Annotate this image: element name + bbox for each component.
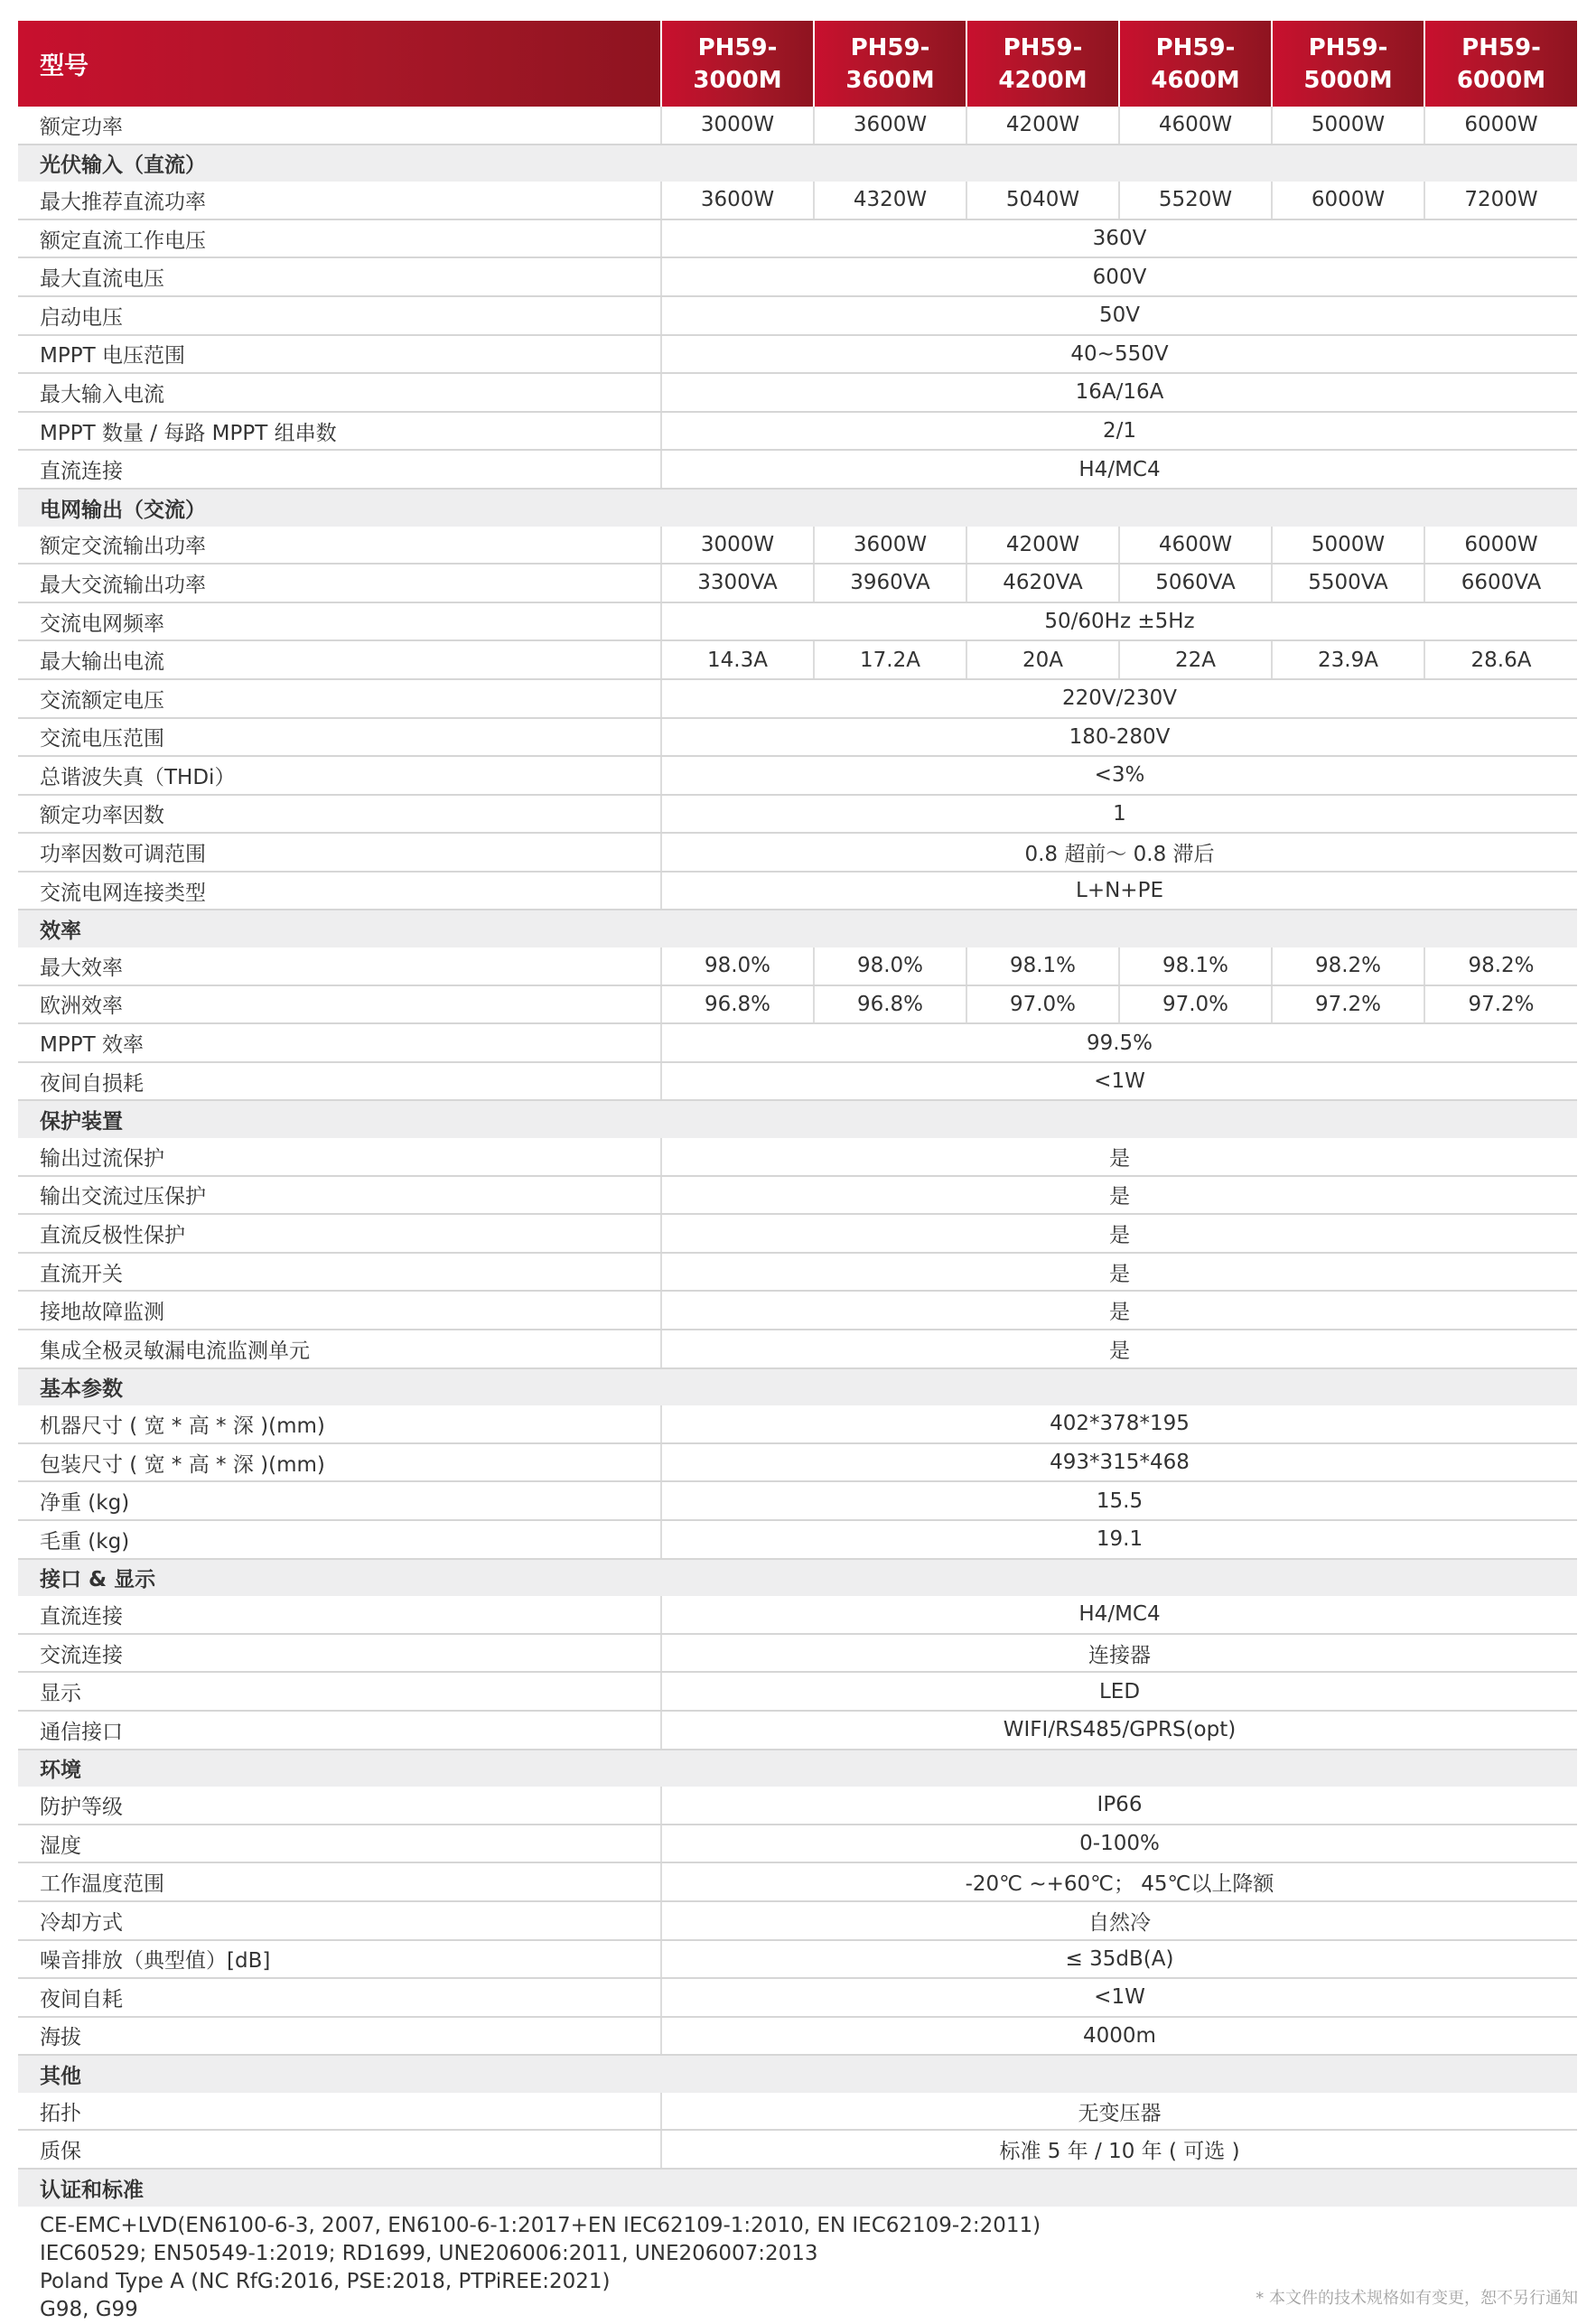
spec-label: 夜间自耗 xyxy=(18,1978,661,2017)
spec-value-shared: 无变压器 xyxy=(661,2093,1577,2131)
spec-label: 最大效率 xyxy=(18,947,661,985)
spec-row xyxy=(18,412,1577,451)
spec-row xyxy=(18,2093,1577,2131)
section-header-row xyxy=(18,910,1577,947)
spec-value: 17.2A xyxy=(814,640,966,679)
spec-label: 直流反极性保护 xyxy=(18,1214,661,1253)
spec-row xyxy=(18,602,1577,641)
spec-label: 最大推荐直流功率 xyxy=(18,182,661,219)
spec-value: 4200W xyxy=(966,527,1119,565)
section-title: 基本参数 xyxy=(18,1368,1577,1406)
spec-row xyxy=(18,1978,1577,2017)
spec-value: 98.1% xyxy=(966,947,1119,985)
spec-label: 湿度 xyxy=(18,1825,661,1863)
spec-value-shared: 180-280V xyxy=(661,718,1577,757)
spec-table xyxy=(18,21,1577,2207)
spec-value: 5520W xyxy=(1119,182,1272,219)
spec-value-shared: 2/1 xyxy=(661,412,1577,451)
spec-label: 启动电压 xyxy=(18,296,661,335)
spec-row xyxy=(18,2130,1577,2169)
spec-value-shared: 是 xyxy=(661,1291,1577,1330)
spec-label: MPPT 效率 xyxy=(18,1023,661,1062)
section-title: 认证和标准 xyxy=(18,2169,1577,2207)
spec-value-shared: 是 xyxy=(661,1253,1577,1292)
spec-value: 7200W xyxy=(1424,182,1577,219)
spec-row xyxy=(18,1825,1577,1863)
spec-value-shared: -20℃ ~+60℃； 45℃以上降额 xyxy=(661,1862,1577,1901)
spec-row xyxy=(18,1901,1577,1940)
spec-value-shared: <1W xyxy=(661,1062,1577,1101)
spec-value-shared: WIFI/RS485/GPRS(opt) xyxy=(661,1711,1577,1750)
spec-row xyxy=(18,947,1577,985)
spec-value: 3600W xyxy=(814,107,966,145)
spec-row xyxy=(18,1596,1577,1634)
spec-row xyxy=(18,2017,1577,2056)
spec-label: 夜间自损耗 xyxy=(18,1062,661,1101)
spec-value-shared: 标准 5 年 / 10 年 ( 可选 ) xyxy=(661,2130,1577,2169)
spec-value-shared: 360V xyxy=(661,219,1577,258)
spec-row xyxy=(18,373,1577,412)
spec-label: 海拔 xyxy=(18,2017,661,2056)
section-title: 其他 xyxy=(18,2055,1577,2093)
spec-label: 防护等级 xyxy=(18,1787,661,1825)
spec-value-shared: <3% xyxy=(661,756,1577,795)
model-header: PH59- 4200M xyxy=(966,21,1119,107)
spec-value: 96.8% xyxy=(661,985,814,1024)
certification-line: Poland Type A (NC RfG:2016, PSE:2018, PTPiREE:2021) xyxy=(40,2269,611,2293)
certification-line: IEC60529; EN50549-1:2019; RD1699, UNE206006:2011, UNE206007:2013 xyxy=(40,2241,818,2265)
spec-row xyxy=(18,1138,1577,1176)
spec-value-shared: 是 xyxy=(661,1176,1577,1215)
spec-row xyxy=(18,833,1577,872)
spec-row xyxy=(18,1711,1577,1750)
spec-label: 交流电网频率 xyxy=(18,602,661,641)
spec-value: 97.2% xyxy=(1272,985,1424,1024)
spec-row xyxy=(18,182,1577,219)
certification-line: G98, G99 xyxy=(40,2297,138,2321)
spec-row xyxy=(18,1940,1577,1979)
spec-row xyxy=(18,564,1577,602)
spec-value-shared: 99.5% xyxy=(661,1023,1577,1062)
certification-line: CE-EMC+LVD(EN6100-6-3, 2007, EN6100-6-1:2017+EN IEC62109-1:2010, EN IEC62109-2:2011) xyxy=(40,2213,1041,2237)
spec-row xyxy=(18,679,1577,718)
spec-row xyxy=(18,1330,1577,1368)
section-header-row xyxy=(18,489,1577,527)
spec-value: 97.0% xyxy=(966,985,1119,1024)
spec-value: 6000W xyxy=(1424,107,1577,145)
spec-value-shared: H4/MC4 xyxy=(661,450,1577,489)
section-title: 保护装置 xyxy=(18,1100,1577,1138)
spec-row xyxy=(18,1520,1577,1559)
spec-value-shared: 0.8 超前～ 0.8 滞后 xyxy=(661,833,1577,872)
section-title: 光伏输入（直流） xyxy=(18,145,1577,182)
spec-row xyxy=(18,1405,1577,1443)
spec-row xyxy=(18,1214,1577,1253)
spec-value-shared: 15.5 xyxy=(661,1481,1577,1520)
spec-row xyxy=(18,1176,1577,1215)
spec-value-shared: 220V/230V xyxy=(661,679,1577,718)
spec-value: 4600W xyxy=(1119,527,1272,565)
spec-value: 98.0% xyxy=(661,947,814,985)
spec-label: 直流连接 xyxy=(18,1596,661,1634)
section-header-row xyxy=(18,1100,1577,1138)
spec-label: 净重 (kg) xyxy=(18,1481,661,1520)
model-header-label: 型号 xyxy=(18,21,661,107)
spec-value-shared: 40~550V xyxy=(661,335,1577,374)
spec-label: 输出交流过压保护 xyxy=(18,1176,661,1215)
header-row xyxy=(18,21,1577,107)
spec-value: 6000W xyxy=(1424,527,1577,565)
spec-row xyxy=(18,1862,1577,1901)
spec-value-shared: ≤ 35dB(A) xyxy=(661,1940,1577,1979)
spec-value: 22A xyxy=(1119,640,1272,679)
spec-row xyxy=(18,756,1577,795)
model-header: PH59- 4600M xyxy=(1119,21,1272,107)
spec-label: 毛重 (kg) xyxy=(18,1520,661,1559)
spec-label: 机器尺寸 ( 宽 * 高 * 深 )(mm) xyxy=(18,1405,661,1443)
spec-label: 交流连接 xyxy=(18,1634,661,1673)
spec-label: 交流额定电压 xyxy=(18,679,661,718)
spec-label: 工作温度范围 xyxy=(18,1862,661,1901)
section-title: 电网输出（交流） xyxy=(18,489,1577,527)
section-header-row xyxy=(18,1368,1577,1406)
model-header: PH59- 3600M xyxy=(814,21,966,107)
spec-value: 3600W xyxy=(661,182,814,219)
section-header-row xyxy=(18,145,1577,182)
spec-value-shared: 连接器 xyxy=(661,1634,1577,1673)
spec-value: 3000W xyxy=(661,107,814,145)
spec-row xyxy=(18,1291,1577,1330)
spec-label: 额定直流工作电压 xyxy=(18,219,661,258)
spec-label: MPPT 电压范围 xyxy=(18,335,661,374)
spec-value-shared: 19.1 xyxy=(661,1520,1577,1559)
spec-value-shared: 0-100% xyxy=(661,1825,1577,1863)
spec-value: 4600W xyxy=(1119,107,1272,145)
spec-row xyxy=(18,1023,1577,1062)
spec-value-shared: 402*378*195 xyxy=(661,1405,1577,1443)
spec-value: 3600W xyxy=(814,527,966,565)
spec-value-shared: 493*315*468 xyxy=(661,1443,1577,1482)
model-header: PH59- 3000M xyxy=(661,21,814,107)
spec-label: 直流连接 xyxy=(18,450,661,489)
spec-value: 5000W xyxy=(1272,527,1424,565)
spec-value: 98.2% xyxy=(1424,947,1577,985)
spec-label: 最大输出电流 xyxy=(18,640,661,679)
spec-label: 交流电网连接类型 xyxy=(18,872,661,910)
spec-value-shared: IP66 xyxy=(661,1787,1577,1825)
model-header: PH59- 6000M xyxy=(1424,21,1577,107)
spec-row xyxy=(18,257,1577,296)
section-header-row xyxy=(18,1559,1577,1597)
spec-label: 显示 xyxy=(18,1672,661,1711)
section-header-row xyxy=(18,2169,1577,2207)
spec-value: 4320W xyxy=(814,182,966,219)
section-header-row xyxy=(18,1750,1577,1787)
spec-value-shared: 4000m xyxy=(661,2017,1577,2056)
spec-value: 5060VA xyxy=(1119,564,1272,602)
spec-value-shared: <1W xyxy=(661,1978,1577,2017)
spec-value-shared: H4/MC4 xyxy=(661,1596,1577,1634)
spec-row xyxy=(18,985,1577,1024)
spec-label: 直流开关 xyxy=(18,1253,661,1292)
spec-value-shared: 16A/16A xyxy=(661,373,1577,412)
section-title: 环境 xyxy=(18,1750,1577,1787)
spec-label: 输出过流保护 xyxy=(18,1138,661,1176)
spec-sheet xyxy=(18,21,1575,2324)
spec-row xyxy=(18,1443,1577,1482)
spec-body xyxy=(18,107,1577,2207)
spec-value: 6000W xyxy=(1272,182,1424,219)
footnote: * 本文件的技术规格如有变更，恕不另行通知 xyxy=(1256,2289,1578,2308)
spec-label: 交流电压范围 xyxy=(18,718,661,757)
spec-row xyxy=(18,1634,1577,1673)
spec-value-shared: 1 xyxy=(661,795,1577,834)
section-title: 接口 & 显示 xyxy=(18,1559,1577,1597)
spec-label: 集成全极灵敏漏电流监测单元 xyxy=(18,1330,661,1368)
spec-row xyxy=(18,1481,1577,1520)
spec-label: 额定交流输出功率 xyxy=(18,527,661,565)
spec-label: 总谐波失真（THDi） xyxy=(18,756,661,795)
spec-label: 通信接口 xyxy=(18,1711,661,1750)
section-title: 效率 xyxy=(18,910,1577,947)
spec-label: 包装尺寸 ( 宽 * 高 * 深 )(mm) xyxy=(18,1443,661,1482)
spec-row xyxy=(18,1062,1577,1101)
spec-label: 额定功率 xyxy=(18,107,661,145)
spec-value: 98.1% xyxy=(1119,947,1272,985)
spec-label: MPPT 数量 / 每路 MPPT 组串数 xyxy=(18,412,661,451)
spec-value-shared: 是 xyxy=(661,1330,1577,1368)
spec-value: 96.8% xyxy=(814,985,966,1024)
model-header: PH59- 5000M xyxy=(1272,21,1424,107)
spec-value: 23.9A xyxy=(1272,640,1424,679)
spec-label: 拓扑 xyxy=(18,2093,661,2131)
spec-value: 20A xyxy=(966,640,1119,679)
spec-label: 冷却方式 xyxy=(18,1901,661,1940)
spec-row xyxy=(18,1253,1577,1292)
spec-row xyxy=(18,718,1577,757)
spec-value: 97.0% xyxy=(1119,985,1272,1024)
spec-row xyxy=(18,527,1577,565)
spec-value-shared: 50V xyxy=(661,296,1577,335)
section-header-row xyxy=(18,2055,1577,2093)
spec-value-shared: L+N+PE xyxy=(661,872,1577,910)
spec-row xyxy=(18,1672,1577,1711)
spec-value: 14.3A xyxy=(661,640,814,679)
spec-value: 6600VA xyxy=(1424,564,1577,602)
spec-label: 质保 xyxy=(18,2130,661,2169)
spec-label: 欧洲效率 xyxy=(18,985,661,1024)
spec-row xyxy=(18,795,1577,834)
spec-value-shared: 自然冷 xyxy=(661,1901,1577,1940)
spec-label: 最大直流电压 xyxy=(18,257,661,296)
spec-label: 最大输入电流 xyxy=(18,373,661,412)
spec-value: 3960VA xyxy=(814,564,966,602)
spec-row xyxy=(18,296,1577,335)
spec-value: 5000W xyxy=(1272,107,1424,145)
spec-label: 噪音排放（典型值）[dB] xyxy=(18,1940,661,1979)
spec-row xyxy=(18,1787,1577,1825)
spec-value: 4620VA xyxy=(966,564,1119,602)
spec-value: 5500VA xyxy=(1272,564,1424,602)
spec-value-shared: 是 xyxy=(661,1214,1577,1253)
spec-value-shared: 是 xyxy=(661,1138,1577,1176)
spec-value: 5040W xyxy=(966,182,1119,219)
spec-row xyxy=(18,107,1577,145)
spec-row xyxy=(18,335,1577,374)
spec-row xyxy=(18,450,1577,489)
spec-label: 额定功率因数 xyxy=(18,795,661,834)
spec-value-shared: LED xyxy=(661,1672,1577,1711)
spec-row xyxy=(18,640,1577,679)
spec-label: 接地故障监测 xyxy=(18,1291,661,1330)
spec-label: 功率因数可调范围 xyxy=(18,833,661,872)
spec-label: 最大交流输出功率 xyxy=(18,564,661,602)
spec-value: 4200W xyxy=(966,107,1119,145)
spec-value: 97.2% xyxy=(1424,985,1577,1024)
spec-value: 98.0% xyxy=(814,947,966,985)
spec-value-shared: 50/60Hz ±5Hz xyxy=(661,602,1577,641)
spec-value: 28.6A xyxy=(1424,640,1577,679)
spec-value-shared: 600V xyxy=(661,257,1577,296)
spec-value: 3000W xyxy=(661,527,814,565)
spec-row xyxy=(18,872,1577,910)
spec-value: 3300VA xyxy=(661,564,814,602)
spec-row xyxy=(18,219,1577,258)
spec-value: 98.2% xyxy=(1272,947,1424,985)
